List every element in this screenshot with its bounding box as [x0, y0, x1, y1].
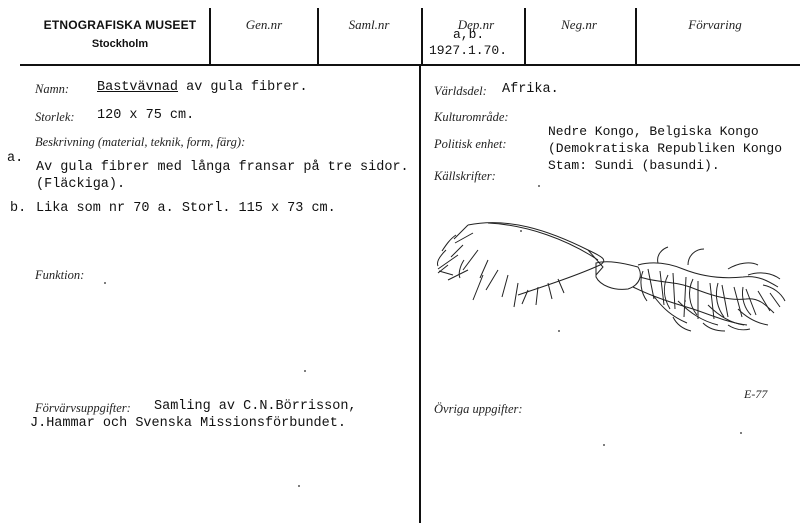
- politisk-line3: Stam: Sundi (basundi).: [548, 158, 720, 173]
- forvarv-line1: Samling av C.N.Börrisson,: [154, 399, 357, 414]
- namn-label: Namn:: [35, 82, 70, 96]
- card-dot: [603, 444, 605, 446]
- item-a-marker: a.: [7, 151, 24, 166]
- museum-name: ETNOGRAFISKA MUSEET: [43, 18, 197, 32]
- dep-nr-suffix: a,b.: [453, 27, 485, 42]
- header-divider-5: [635, 8, 637, 64]
- namn-value: [97, 80, 308, 95]
- header-bottom-line: [20, 64, 800, 66]
- header-divider-2: [317, 8, 319, 64]
- card-dot: [740, 432, 742, 434]
- neg-nr-label: Neg.nr: [561, 17, 597, 32]
- item-a-line2: (Fläckiga).: [36, 177, 126, 192]
- ovriga-label: Övriga uppgifter:: [434, 402, 523, 416]
- gen-nr-label: Gen.nr: [245, 17, 283, 32]
- beskrivning-label: Beskrivning (material, teknik, form, färg):: [35, 135, 246, 149]
- card-dot: [558, 330, 560, 332]
- sketch-signature: E-77: [744, 387, 768, 401]
- item-a-line1: Av gula fibrer med långa fransar på tre sidor.: [36, 160, 409, 175]
- dep-nr-value: 1927.1.70.: [429, 43, 508, 58]
- card-dot: [520, 230, 522, 232]
- dep-nr-label: Dep.nr: [457, 17, 495, 32]
- item-b-marker: b.: [10, 201, 27, 216]
- kallskrifter-label: Källskrifter:: [434, 169, 496, 183]
- forvarv-line2: J.Hammar och Svenska Missionsförbundet.: [30, 416, 346, 431]
- varldsdel-value: Afrika.: [502, 82, 559, 97]
- namn-value-underlined: Bastvävnad: [97, 80, 179, 95]
- header-divider-3: [421, 8, 423, 64]
- forvaring-label: Förvaring: [688, 17, 742, 32]
- politisk-label: Politisk enhet:: [434, 137, 507, 151]
- varldsdel-label: Världsdel:: [434, 84, 487, 98]
- card-dot: [298, 485, 300, 487]
- forvarv-label: Förvärvsuppgifter:: [35, 401, 131, 415]
- card-dot: [104, 282, 106, 284]
- card-dot: [304, 370, 306, 372]
- storlek-label: Storlek:: [35, 110, 75, 124]
- politisk-line1: Nedre Kongo, Belgiska Kongo: [548, 124, 759, 139]
- card-dot: [684, 300, 686, 302]
- item-b-line1: Lika som nr 70 a. Storl. 115 x 73 cm.: [36, 201, 336, 216]
- museum-city: Stockholm: [91, 38, 149, 50]
- namn-value-rest: av gula fibrer.: [178, 80, 308, 95]
- storlek-value: 120 x 75 cm.: [97, 108, 195, 123]
- kulturomrade-label: Kulturområde:: [434, 110, 509, 124]
- funktion-label: Funktion:: [35, 268, 85, 282]
- header-divider-4: [524, 8, 526, 64]
- body-center-divider: [419, 64, 421, 523]
- textile-sketch: [428, 205, 800, 405]
- politisk-line2: (Demokratiska Republiken Kongo: [548, 141, 783, 156]
- saml-nr-label: Saml.nr: [348, 17, 390, 32]
- header-divider-1: [209, 8, 211, 64]
- card-dot: [538, 185, 540, 187]
